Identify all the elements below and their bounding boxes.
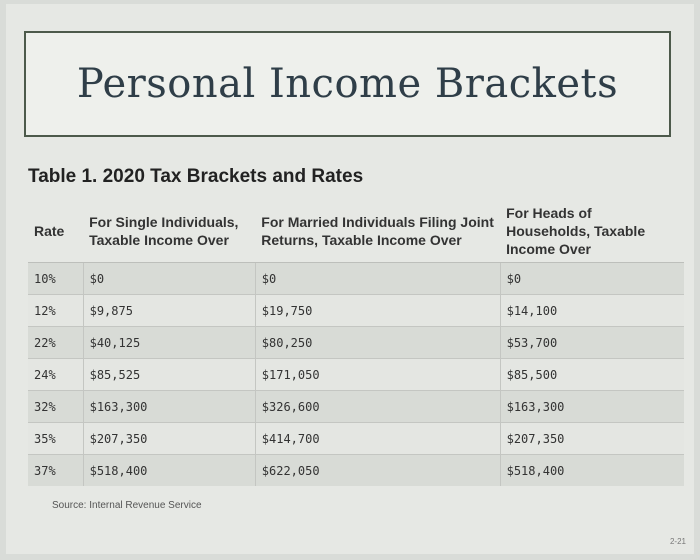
table-header-row [28, 200, 684, 263]
slide [6, 4, 694, 554]
single-cell: $40,125 [83, 327, 255, 359]
rate-cell: 24% [28, 359, 83, 391]
heads-cell: $518,400 [500, 455, 684, 487]
heads-cell: $163,300 [500, 391, 684, 423]
single-cell: $0 [83, 263, 255, 295]
source-note: Source: Internal Revenue Service [52, 500, 202, 511]
single-cell: $207,350 [83, 423, 255, 455]
heads-cell: $85,500 [500, 359, 684, 391]
rate-cell: 22% [28, 327, 83, 359]
married-cell: $0 [255, 263, 500, 295]
rate-cell: 37% [28, 455, 83, 487]
table-row [28, 295, 684, 327]
table-row [28, 423, 684, 455]
married-cell: $19,750 [255, 295, 500, 327]
rate-cell: 12% [28, 295, 83, 327]
married-cell: $171,050 [255, 359, 500, 391]
married-cell: $414,700 [255, 423, 500, 455]
header-heads: For Heads of Households, Taxable Income Over [500, 200, 684, 263]
rate-cell: 32% [28, 391, 83, 423]
married-cell: $326,600 [255, 391, 500, 423]
single-cell: $163,300 [83, 391, 255, 423]
tax-brackets-table [28, 200, 684, 486]
page-number: 2-21 [669, 537, 686, 546]
header-rate: Rate [28, 200, 83, 263]
table-caption: Table 1. 2020 Tax Brackets and Rates [28, 166, 364, 187]
single-cell: $518,400 [83, 455, 255, 487]
table-row [28, 263, 684, 295]
heads-cell: $53,700 [500, 327, 684, 359]
title-box [24, 31, 671, 137]
table-row [28, 327, 684, 359]
heads-cell: $14,100 [500, 295, 684, 327]
table-row [28, 391, 684, 423]
married-cell: $80,250 [255, 327, 500, 359]
header-single: For Single Individuals, Taxable Income Over [83, 200, 255, 263]
heads-cell: $0 [500, 263, 684, 295]
slide-title: Personal Income Brackets [76, 61, 619, 107]
table-row [28, 359, 684, 391]
rate-cell: 10% [28, 263, 83, 295]
rate-cell: 35% [28, 423, 83, 455]
header-married: For Married Individuals Filing Joint Returns, Taxable Income Over [255, 200, 500, 263]
married-cell: $622,050 [255, 455, 500, 487]
single-cell: $9,875 [83, 295, 255, 327]
table-row [28, 455, 684, 487]
heads-cell: $207,350 [500, 423, 684, 455]
single-cell: $85,525 [83, 359, 255, 391]
